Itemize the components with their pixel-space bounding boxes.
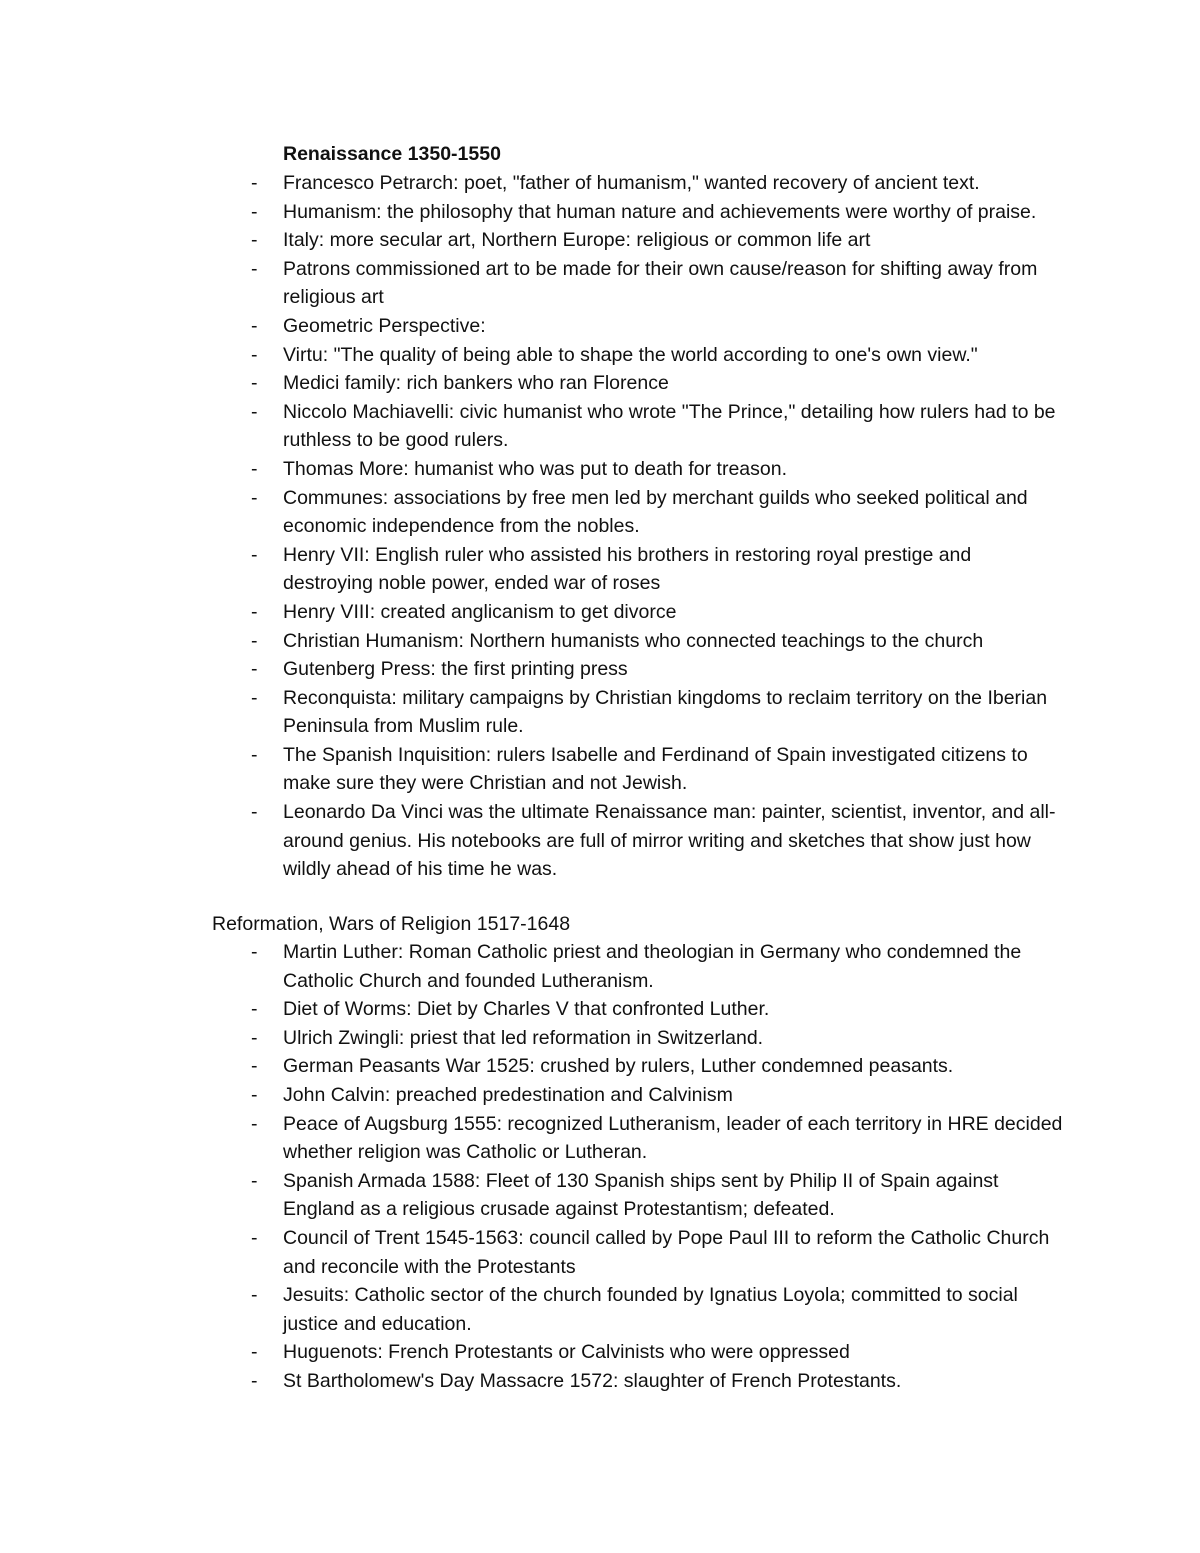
list-item-text: Communes: associations by free men led by merchant guilds who seeked political and economic independence from the nobles. <box>283 486 1028 538</box>
bullet-dash: - <box>251 1369 258 1392</box>
bullet-dash: - <box>251 1112 258 1135</box>
list-item <box>245 226 1065 255</box>
bullet-dash: - <box>251 372 258 395</box>
list-item <box>245 938 1065 995</box>
reformation-list <box>245 938 1065 1396</box>
bullet-dash: - <box>251 400 258 423</box>
list-item-text: John Calvin: preached predestination and Calvinism <box>283 1083 733 1106</box>
list-item <box>245 684 1065 741</box>
section-heading-reformation: Reformation, Wars of Religion 1517-1648 <box>212 913 571 935</box>
list-item <box>245 1024 1065 1053</box>
list-item <box>245 198 1065 227</box>
bullet-dash: - <box>251 743 258 766</box>
list-item-text: Martin Luther: Roman Catholic priest and theologian in Germany who condemned the Catholic Church and founded Lutheranism. <box>283 941 1022 992</box>
list-item-text: Gutenberg Press: the first printing press <box>283 658 628 681</box>
list-item <box>245 312 1065 341</box>
list-item-text: Geometric Perspective: <box>283 314 486 337</box>
list-item-text: Francesco Petrarch: poet, "father of humanism," wanted recovery of ancient text. <box>283 172 980 194</box>
bullet-dash: - <box>251 801 258 824</box>
bullet-dash: - <box>251 1226 258 1249</box>
list-item-text: Patrons commissioned art to be made for their own cause/reason for shifting away from religious art <box>283 257 1038 309</box>
list-item <box>245 1224 1065 1281</box>
list-item-text: Leonardo Da Vinci was the ultimate Renaissance man: painter, scientist, inventor, and all-around genius. His notebooks are full of mirror writing and sketches that show just how wildly ahead of his time he was. <box>283 801 1056 881</box>
bullet-dash: - <box>251 998 258 1021</box>
list-item-text: Niccolo Machiavelli: civic humanist who wrote "The Prince," detailing how rulers had to be ruthless to be good rulers. <box>283 400 1056 452</box>
list-item <box>245 369 1065 398</box>
list-item <box>245 455 1065 484</box>
list-item-text: Peace of Augsburg 1555: recognized Lutheranism, leader of each territory in HRE decided whether religion was Catholic or Lutheran. <box>283 1112 1063 1164</box>
list-item <box>245 798 1065 884</box>
section-heading-renaissance: Renaissance 1350-1550 <box>283 143 501 165</box>
list-item <box>245 169 1065 198</box>
bullet-dash: - <box>251 543 258 566</box>
bullet-dash: - <box>251 629 258 652</box>
bullet-dash: - <box>251 257 258 280</box>
list-item-text: Medici family: rich bankers who ran Florence <box>283 372 669 395</box>
list-item-text: German Peasants War 1525: crushed by rulers, Luther condemned peasants. <box>283 1055 954 1078</box>
bullet-dash: - <box>251 1083 258 1106</box>
list-item <box>245 341 1065 370</box>
list-item <box>245 255 1065 312</box>
list-item-text: Ulrich Zwingli: priest that led reformation in Switzerland. <box>283 1026 764 1049</box>
list-item <box>245 627 1065 656</box>
bullet-dash: - <box>251 314 258 337</box>
list-item <box>245 598 1065 627</box>
bullet-dash: - <box>251 658 258 681</box>
list-item <box>245 1281 1065 1338</box>
bullet-dash: - <box>251 1169 258 1192</box>
list-item <box>245 1167 1065 1224</box>
list-item-text: St Bartholomew's Day Massacre 1572: slaughter of French Protestants. <box>283 1369 902 1392</box>
bullet-dash: - <box>251 486 258 509</box>
list-item-text: Jesuits: Catholic sector of the church founded by Ignatius Loyola; committed to social justice and education. <box>283 1284 1018 1335</box>
list-item-text: Thomas More: humanist who was put to death for treason. <box>283 457 788 480</box>
list-item <box>245 655 1065 684</box>
bullet-dash: - <box>251 1055 258 1078</box>
bullet-dash: - <box>251 200 258 223</box>
list-item <box>245 741 1065 798</box>
list-item-text: The Spanish Inquisition: rulers Isabelle and Ferdinand of Spain investigated citizens to make sure they were Christian and not Jewish. <box>283 743 1028 795</box>
list-item <box>245 1367 1065 1396</box>
bullet-dash: - <box>251 172 258 194</box>
list-item-text: Diet of Worms: Diet by Charles V that confronted Luther. <box>283 998 770 1021</box>
bullet-dash: - <box>251 343 258 366</box>
list-item <box>245 995 1065 1024</box>
list-item-text: Henry VIII: created anglicanism to get divorce <box>283 600 677 623</box>
list-item-text: Christian Humanism: Northern humanists who connected teachings to the church <box>283 629 984 652</box>
list-item <box>245 398 1065 455</box>
list-item <box>245 1338 1065 1367</box>
bullet-dash: - <box>251 1026 258 1049</box>
list-item-text: Virtu: "The quality of being able to shape the world according to one's own view." <box>283 343 978 366</box>
list-item-text: Henry VII: English ruler who assisted his brothers in restoring royal prestige and destroying noble power, ended war of roses <box>283 543 972 595</box>
bullet-dash: - <box>251 941 258 963</box>
bullet-dash: - <box>251 1341 258 1364</box>
bullet-dash: - <box>251 229 258 252</box>
list-item <box>245 1110 1065 1167</box>
list-item-text: Italy: more secular art, Northern Europe: religious or common life art <box>283 229 871 252</box>
list-item-text: Council of Trent 1545-1563: council called by Pope Paul III to reform the Catholic Church and reconcile with the Protestants <box>283 1226 1050 1278</box>
bullet-dash: - <box>251 600 258 623</box>
bullet-dash: - <box>251 686 258 709</box>
list-item <box>245 1052 1065 1081</box>
list-item <box>245 484 1065 541</box>
list-item-text: Reconquista: military campaigns by Christian kingdoms to reclaim territory on the Iberian Peninsula from Muslim rule. <box>283 686 1048 738</box>
list-item-text: Spanish Armada 1588: Fleet of 130 Spanish ships sent by Philip II of Spain against England as a religious crusade against Protestantism; defeated. <box>283 1169 999 1221</box>
list-item <box>245 541 1065 598</box>
list-item <box>245 1081 1065 1110</box>
bullet-dash: - <box>251 1284 258 1307</box>
list-item-text: Humanism: the philosophy that human nature and achievements were worthy of praise. <box>283 200 1037 223</box>
bullet-dash: - <box>251 457 258 480</box>
list-item-text: Huguenots: French Protestants or Calvinists who were oppressed <box>283 1341 850 1364</box>
renaissance-list <box>245 169 1065 884</box>
